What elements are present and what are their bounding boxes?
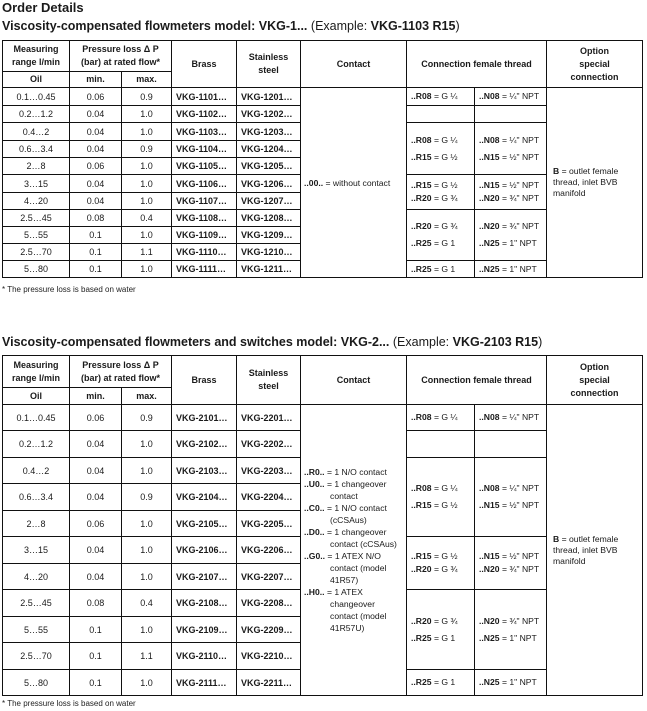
thread-code: ..N08	[479, 412, 500, 422]
brass-model-cell: VKG-1104…	[172, 141, 237, 158]
connection-cell	[475, 88, 547, 106]
min-cell: 0.08	[70, 590, 122, 617]
thread-item	[479, 192, 544, 205]
contact-code: ..U0..	[304, 479, 325, 489]
brass-model-cell: VKG-1107…	[172, 193, 237, 210]
contact-code: ..H0..	[304, 587, 325, 597]
thread-text: = 1" NPT	[499, 677, 537, 687]
min-cell: 0.1	[70, 261, 122, 278]
max-cell: 1.0	[122, 431, 172, 458]
page-title: Order Details	[2, 0, 84, 15]
range-cell: 5…55	[3, 227, 70, 244]
max-cell: 1.0	[122, 670, 172, 696]
min-cell: 0.04	[70, 458, 122, 484]
thread-item	[411, 263, 472, 276]
thread-item	[479, 615, 544, 628]
connection-cell	[407, 590, 475, 670]
max-cell: 0.4	[122, 590, 172, 617]
connection-cell	[475, 590, 547, 670]
thread-code: ..N25	[479, 677, 500, 687]
header-brass: Brass	[172, 356, 237, 405]
min-cell: 0.04	[70, 123, 122, 141]
thread-text: = G ½	[431, 151, 458, 162]
contact-text: = 1 changeover contact (cCSAus)	[326, 527, 397, 549]
max-cell: 1.0	[122, 537, 172, 564]
thread-item	[411, 411, 472, 424]
steel-model-cell: VKG-2202…	[237, 431, 301, 458]
thread-text: = ¾" NPT	[499, 615, 540, 626]
thread-code: ..R08	[411, 483, 432, 493]
section1-note: * The pressure loss is based on water	[2, 285, 136, 294]
thread-code: ..N20	[479, 221, 500, 231]
connection-cell	[407, 210, 475, 261]
thread-item	[479, 676, 544, 689]
range-cell: 0.6…3.4	[3, 484, 70, 511]
max-cell: 0.4	[122, 210, 172, 227]
contact-text: = without contact	[325, 177, 391, 188]
option-cell	[547, 405, 643, 696]
min-cell: 0.1	[70, 617, 122, 643]
thread-code: ..N20	[479, 564, 500, 574]
range-cell: 4…20	[3, 564, 70, 590]
header-steel: Stainless steel	[237, 41, 301, 88]
section2-note: * The pressure loss is based on water	[2, 699, 136, 708]
thread-item	[411, 615, 472, 628]
thread-item	[479, 563, 544, 576]
max-cell: 1.0	[122, 175, 172, 193]
steel-model-cell: VKG-2201…	[237, 405, 301, 431]
brass-model-cell: VKG-1106…	[172, 175, 237, 193]
brass-model-cell: VKG-2103…	[172, 458, 237, 484]
max-cell: 1.0	[122, 227, 172, 244]
thread-text: = G 1	[431, 677, 456, 687]
range-cell: 5…80	[3, 261, 70, 278]
thread-item	[479, 263, 544, 276]
thread-text: = ½" NPT	[499, 180, 540, 190]
section1-title	[2, 19, 460, 33]
option-code: B	[553, 533, 560, 544]
steel-model-cell: VKG-2204…	[237, 484, 301, 511]
thread-text: = ¾" NPT	[499, 221, 540, 231]
thread-code: ..R15	[411, 500, 432, 510]
steel-model-cell: VKG-1205…	[237, 158, 301, 175]
thread-text: = G ½	[431, 180, 458, 190]
section2-title-bold: Viscosity-compensated flowmeters and switches model: VKG-2...	[2, 335, 390, 349]
brass-model-cell: VKG-2108…	[172, 590, 237, 617]
thread-text: = G ¼	[431, 134, 458, 145]
brass-model-cell: VKG-1105…	[172, 158, 237, 175]
thread-item	[411, 482, 472, 495]
connection-cell	[475, 458, 547, 537]
contact-code: ..R0..	[304, 467, 325, 477]
thread-code: ..R15	[411, 180, 432, 190]
range-cell: 5…80	[3, 670, 70, 696]
table-row	[3, 405, 643, 431]
contact-text: = 1 N/O contact	[326, 467, 387, 477]
thread-code: ..R25	[411, 238, 432, 248]
range-cell: 2.5…45	[3, 590, 70, 617]
brass-model-cell: VKG-2109…	[172, 617, 237, 643]
thread-code: ..R20	[411, 615, 432, 626]
connection-cell	[407, 405, 475, 431]
contact-item	[304, 466, 403, 478]
brass-model-cell: VKG-2102…	[172, 431, 237, 458]
steel-model-cell: VKG-1204…	[237, 141, 301, 158]
range-cell: 0.1…0.45	[3, 405, 70, 431]
thread-code: ..R08	[411, 134, 432, 145]
connection-cell	[407, 670, 475, 696]
max-cell: 0.9	[122, 405, 172, 431]
contact-code: ..G0..	[304, 551, 326, 561]
contact-item	[304, 526, 403, 550]
header-steel: Stainless steel	[237, 356, 301, 405]
max-cell: 1.0	[122, 511, 172, 537]
thread-text: = ½" NPT	[499, 551, 540, 561]
connection-cell	[407, 458, 475, 537]
steel-model-cell: VKG-2211…	[237, 670, 301, 696]
max-cell: 1.1	[122, 244, 172, 261]
header-min: min.	[70, 72, 122, 88]
thread-text: = ¼" NPT	[499, 412, 540, 422]
thread-code: ..N15	[479, 151, 500, 162]
connection-cell	[407, 88, 475, 106]
connection-cell	[475, 405, 547, 431]
range-cell: 4…20	[3, 193, 70, 210]
thread-item	[411, 632, 472, 645]
min-cell: 0.04	[70, 141, 122, 158]
thread-code: ..R15	[411, 551, 432, 561]
connection-cell	[475, 431, 547, 458]
thread-text: = G ¼	[431, 412, 458, 422]
contact-item	[304, 478, 403, 502]
thread-item	[411, 563, 472, 576]
min-cell: 0.04	[70, 484, 122, 511]
range-cell: 2.5…45	[3, 210, 70, 227]
contact-item	[304, 550, 403, 586]
header-min: min.	[70, 388, 122, 405]
thread-text: = G 1	[431, 263, 456, 274]
header-option: Option special connection	[547, 356, 643, 405]
steel-model-cell: VKG-2209…	[237, 617, 301, 643]
section2-title	[2, 335, 542, 349]
min-cell: 0.04	[70, 537, 122, 564]
option-text: = outlet female thread, inlet BVB manifold	[553, 533, 619, 566]
contact-item	[304, 502, 403, 526]
thread-code: ..N08	[479, 483, 500, 493]
thread-item	[411, 134, 472, 147]
min-cell: 0.04	[70, 175, 122, 193]
section1-example-suffix: )	[455, 19, 460, 33]
header-max: max.	[122, 72, 172, 88]
thread-item	[479, 499, 544, 512]
min-cell: 0.1	[70, 670, 122, 696]
steel-model-cell: VKG-2210…	[237, 643, 301, 670]
header-brass: Brass	[172, 41, 237, 88]
steel-model-cell: VKG-1207…	[237, 193, 301, 210]
max-cell: 1.0	[122, 106, 172, 123]
min-cell: 0.1	[70, 643, 122, 670]
min-cell: 0.06	[70, 405, 122, 431]
thread-code: ..N25	[479, 238, 500, 248]
thread-text: = 1" NPT	[499, 238, 537, 248]
connection-cell	[475, 210, 547, 261]
table2	[2, 355, 643, 696]
steel-model-cell: VKG-1210…	[237, 244, 301, 261]
contact-text: = 1 N/O contact (cCSAus)	[326, 503, 387, 525]
steel-model-cell: VKG-2203…	[237, 458, 301, 484]
header-range: Measuring range l/min	[3, 356, 70, 388]
thread-text: = G ¾	[431, 564, 458, 574]
thread-text: = G ¼	[431, 483, 458, 493]
header-option: Option special connection	[547, 41, 643, 88]
contact-text: = 1 ATEX N/O contact (model 41R57)	[327, 551, 387, 585]
range-cell: 0.2…1.2	[3, 106, 70, 123]
thread-code: ..N15	[479, 551, 500, 561]
connection-cell	[475, 261, 547, 278]
contact-text: = 1 ATEX changeover contact (model 41R57U)	[326, 587, 387, 633]
min-cell: 0.06	[70, 88, 122, 106]
thread-item	[479, 134, 544, 147]
connection-cell	[475, 123, 547, 175]
max-cell: 1.0	[122, 617, 172, 643]
section2-example-prefix: (Example:	[392, 335, 453, 349]
thread-code: ..R20	[411, 193, 432, 203]
thread-item	[479, 90, 544, 103]
range-cell: 2…8	[3, 158, 70, 175]
connection-cell	[407, 175, 475, 210]
table1	[2, 40, 643, 278]
connection-cell	[407, 261, 475, 278]
thread-code: ..N25	[479, 263, 500, 274]
min-cell: 0.04	[70, 564, 122, 590]
min-cell: 0.04	[70, 431, 122, 458]
brass-model-cell: VKG-1102…	[172, 106, 237, 123]
thread-code: ..R20	[411, 221, 432, 231]
header-max: max.	[122, 388, 172, 405]
section1-example-code: VKG-1103 R15	[370, 19, 456, 33]
steel-model-cell: VKG-1209…	[237, 227, 301, 244]
thread-item	[411, 550, 472, 563]
header-contact: Contact	[301, 41, 407, 88]
thread-code: ..R20	[411, 564, 432, 574]
range-cell: 3…15	[3, 537, 70, 564]
thread-code: ..R25	[411, 677, 432, 687]
steel-model-cell: VKG-1201…	[237, 88, 301, 106]
connection-cell	[475, 106, 547, 123]
thread-text: = ¾" NPT	[499, 193, 540, 203]
header-range: Measuring range l/min	[3, 41, 70, 72]
header-connection: Connection female thread	[407, 356, 547, 405]
option-cell	[547, 88, 643, 278]
brass-model-cell: VKG-2105…	[172, 511, 237, 537]
contact-cell	[301, 405, 407, 696]
thread-text: = G ¾	[431, 193, 458, 203]
thread-text: = ¾" NPT	[499, 564, 540, 574]
connection-cell	[407, 537, 475, 590]
max-cell: 1.0	[122, 193, 172, 210]
thread-code: ..R08	[411, 412, 432, 422]
brass-model-cell: VKG-1103…	[172, 123, 237, 141]
range-cell: 0.2…1.2	[3, 431, 70, 458]
range-cell: 5…55	[3, 617, 70, 643]
thread-text: = ½" NPT	[499, 151, 540, 162]
brass-model-cell: VKG-1110…	[172, 244, 237, 261]
contact-code: ..D0..	[304, 527, 325, 537]
range-cell: 3…15	[3, 175, 70, 193]
thread-text: = G ¾	[431, 221, 458, 231]
steel-model-cell: VKG-2208…	[237, 590, 301, 617]
thread-text: = ¼" NPT	[499, 134, 540, 145]
connection-cell	[475, 175, 547, 210]
header-oil: Oil	[3, 388, 70, 405]
contact-code: ..C0..	[304, 503, 325, 513]
thread-item	[479, 151, 544, 164]
connection-cell	[475, 537, 547, 590]
brass-model-cell: VKG-2111…	[172, 670, 237, 696]
thread-item	[411, 90, 472, 103]
thread-text: = G ¾	[431, 615, 458, 626]
thread-item	[479, 411, 544, 424]
brass-model-cell: VKG-2101…	[172, 405, 237, 431]
steel-model-cell: VKG-1208…	[237, 210, 301, 227]
section1-example-prefix: (Example:	[310, 19, 371, 33]
header-pressure: Pressure loss Δ P (bar) at rated flow*	[70, 41, 172, 72]
brass-model-cell: VKG-1109…	[172, 227, 237, 244]
thread-item	[411, 192, 472, 205]
thread-code: ..R15	[411, 151, 432, 162]
thread-text: = ¼" NPT	[499, 91, 540, 101]
range-cell: 0.4…2	[3, 458, 70, 484]
thread-text: = G ½	[431, 500, 458, 510]
brass-model-cell: VKG-1111…	[172, 261, 237, 278]
steel-model-cell: VKG-1206…	[237, 175, 301, 193]
header-oil: Oil	[3, 72, 70, 88]
brass-model-cell: VKG-2104…	[172, 484, 237, 511]
connection-cell	[407, 106, 475, 123]
brass-model-cell: VKG-2110…	[172, 643, 237, 670]
max-cell: 0.9	[122, 484, 172, 511]
thread-item	[479, 632, 544, 645]
thread-code: ..N15	[479, 180, 500, 190]
thread-item	[411, 237, 472, 250]
range-cell: 0.6…3.4	[3, 141, 70, 158]
thread-text: = G 1	[431, 632, 456, 643]
steel-model-cell: VKG-2205…	[237, 511, 301, 537]
thread-code: ..R25	[411, 263, 432, 274]
option-text: = outlet female thread, inlet BVB manifold	[553, 166, 619, 198]
contact-item	[304, 586, 403, 634]
steel-model-cell: VKG-2207…	[237, 564, 301, 590]
range-cell: 2.5…70	[3, 643, 70, 670]
contact-cell	[301, 88, 407, 278]
max-cell: 1.0	[122, 158, 172, 175]
header-connection: Connection female thread	[407, 41, 547, 88]
contact-text: = 1 changeover contact	[326, 479, 387, 501]
steel-model-cell: VKG-1211…	[237, 261, 301, 278]
thread-item	[479, 550, 544, 563]
range-cell: 2.5…70	[3, 244, 70, 261]
thread-text: = G ¼	[431, 91, 458, 101]
range-cell: 0.4…2	[3, 123, 70, 141]
thread-code: ..N20	[479, 193, 500, 203]
thread-text: = G 1	[431, 238, 456, 248]
thread-item	[411, 676, 472, 689]
thread-code: ..R08	[411, 91, 432, 101]
connection-cell	[475, 670, 547, 696]
thread-code: ..N15	[479, 500, 500, 510]
thread-item	[479, 482, 544, 495]
max-cell: 1.1	[122, 643, 172, 670]
brass-model-cell: VKG-2107…	[172, 564, 237, 590]
thread-item	[411, 179, 472, 192]
thread-code: ..N08	[479, 91, 500, 101]
thread-text: = 1" NPT	[499, 263, 537, 274]
steel-model-cell: VKG-1202…	[237, 106, 301, 123]
min-cell: 0.04	[70, 193, 122, 210]
connection-cell	[407, 123, 475, 175]
thread-text: = 1" NPT	[499, 632, 537, 643]
header-contact: Contact	[301, 356, 407, 405]
min-cell: 0.08	[70, 210, 122, 227]
thread-item	[479, 220, 544, 233]
max-cell: 0.9	[122, 88, 172, 106]
thread-code: ..N25	[479, 632, 500, 643]
thread-code: ..N20	[479, 615, 500, 626]
min-cell: 0.06	[70, 511, 122, 537]
steel-model-cell: VKG-2206…	[237, 537, 301, 564]
table-row	[3, 88, 643, 106]
min-cell: 0.1	[70, 227, 122, 244]
thread-text: = ¼" NPT	[499, 483, 540, 493]
thread-item	[411, 151, 472, 164]
steel-model-cell: VKG-1203…	[237, 123, 301, 141]
thread-item	[479, 179, 544, 192]
range-cell: 0.1…0.45	[3, 88, 70, 106]
range-cell: 2…8	[3, 511, 70, 537]
max-cell: 1.0	[122, 261, 172, 278]
thread-text: = G ½	[431, 551, 458, 561]
thread-code: ..R25	[411, 632, 432, 643]
thread-item	[411, 499, 472, 512]
thread-code: ..N08	[479, 134, 500, 145]
max-cell: 1.0	[122, 458, 172, 484]
brass-model-cell: VKG-1101…	[172, 88, 237, 106]
min-cell: 0.06	[70, 158, 122, 175]
contact-code: ..00..	[304, 177, 324, 188]
min-cell: 0.1	[70, 244, 122, 261]
max-cell: 1.0	[122, 123, 172, 141]
section1-title-bold: Viscosity-compensated flowmeters model: VKG-1...	[2, 19, 308, 33]
header-pressure: Pressure loss Δ P (bar) at rated flow*	[70, 356, 172, 388]
section2-example-suffix: )	[538, 335, 543, 349]
thread-text: = ½" NPT	[499, 500, 540, 510]
brass-model-cell: VKG-2106…	[172, 537, 237, 564]
max-cell: 1.0	[122, 564, 172, 590]
thread-item	[411, 220, 472, 233]
option-code: B	[553, 166, 560, 176]
connection-cell	[407, 431, 475, 458]
thread-item	[479, 237, 544, 250]
section2-example-code: VKG-2103 R15	[452, 335, 539, 349]
brass-model-cell: VKG-1108…	[172, 210, 237, 227]
max-cell: 0.9	[122, 141, 172, 158]
min-cell: 0.04	[70, 106, 122, 123]
